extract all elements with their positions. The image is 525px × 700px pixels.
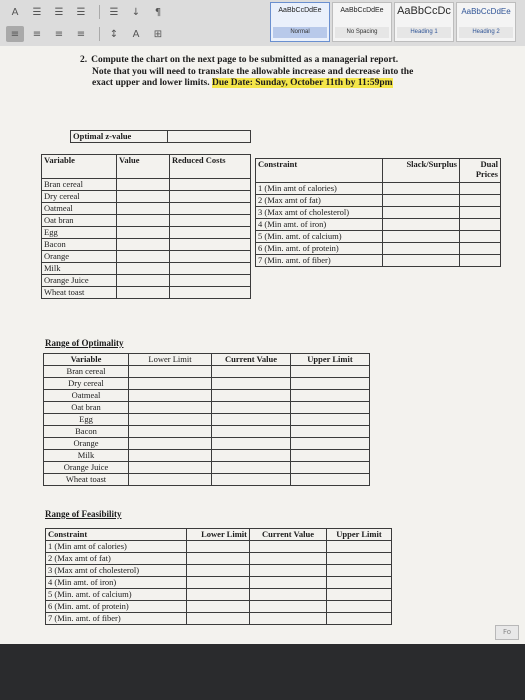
table-row	[256, 219, 501, 231]
value-cell[interactable]	[117, 227, 170, 239]
slack-cell[interactable]	[383, 207, 460, 219]
current-value-cell[interactable]	[212, 450, 291, 462]
table-row	[46, 577, 392, 589]
style-heading-1[interactable]	[394, 2, 454, 42]
align-center-icon[interactable]: ≡	[32, 28, 42, 40]
col-header-value: Value	[117, 155, 170, 179]
dual-price-cell[interactable]	[460, 231, 501, 243]
current-value-cell[interactable]	[212, 426, 291, 438]
table-row	[256, 243, 501, 255]
style-name: No Spacing	[335, 27, 389, 38]
dual-price-cell[interactable]	[460, 195, 501, 207]
current-value-cell[interactable]	[212, 378, 291, 390]
variable-name: Bran cereal	[42, 179, 117, 191]
slack-cell[interactable]	[383, 231, 460, 243]
col-header-dual-prices: Dual Prices	[460, 159, 501, 183]
reduced-cost-cell[interactable]	[170, 179, 251, 191]
dual-price-cell[interactable]	[460, 243, 501, 255]
current-value-cell[interactable]	[250, 565, 327, 577]
lower-limit-cell[interactable]	[187, 613, 250, 625]
dual-price-cell[interactable]	[460, 219, 501, 231]
optimal-z-label: Optimal z-value	[71, 131, 168, 143]
variable-name: Milk	[42, 263, 117, 275]
reduced-cost-cell[interactable]	[170, 203, 251, 215]
upper-limit-cell[interactable]	[327, 565, 392, 577]
lower-limit-cell[interactable]	[129, 474, 212, 486]
col-header-current-value: Current Value	[212, 354, 291, 366]
lower-limit-cell[interactable]	[187, 589, 250, 601]
upper-limit-cell[interactable]	[327, 613, 392, 625]
col-header-variable: Variable	[42, 155, 117, 179]
variable-name: Egg	[42, 227, 117, 239]
instructions-paragraph	[80, 55, 472, 90]
range-optimality-title: Range of Optimality	[45, 338, 124, 348]
constraint-name: 2 (Max amt of fat)	[46, 553, 187, 565]
constraint-name: 7 (Min. amt. of fiber)	[46, 613, 187, 625]
constraint-name: 6 (Min. amt. of protein)	[256, 243, 383, 255]
instructions-line-1	[80, 55, 472, 67]
item-number: 2.	[80, 55, 88, 65]
current-value-cell[interactable]	[212, 462, 291, 474]
lower-limit-cell[interactable]	[129, 366, 212, 378]
variable-name: Egg	[44, 414, 129, 426]
variable-name: Oatmeal	[42, 203, 117, 215]
constraint-name: 3 (Max amt of cholesterol)	[256, 207, 383, 219]
current-value-cell[interactable]	[250, 577, 327, 589]
upper-limit-cell[interactable]	[291, 390, 370, 402]
table-row	[256, 231, 501, 243]
style-sample: AaBbCcDc	[397, 5, 451, 17]
upper-limit-cell[interactable]	[327, 601, 392, 613]
table-row	[46, 601, 392, 613]
dual-price-cell[interactable]	[460, 183, 501, 195]
style-normal[interactable]	[270, 2, 330, 42]
current-value-cell[interactable]	[212, 402, 291, 414]
variable-name: Orange	[42, 251, 117, 263]
table-row	[46, 613, 392, 625]
upper-limit-cell[interactable]	[291, 474, 370, 486]
col-header-upper-limit: Upper Limit	[327, 529, 392, 541]
reduced-cost-cell[interactable]	[170, 239, 251, 251]
variable-name: Orange	[44, 438, 129, 450]
constraint-name: 4 (Min amt. of iron)	[46, 577, 187, 589]
justify-icon[interactable]: ≡	[76, 28, 86, 40]
table-row	[256, 195, 501, 207]
reduced-cost-cell[interactable]	[170, 191, 251, 203]
table-row	[46, 589, 392, 601]
variable-name: Orange Juice	[44, 462, 129, 474]
col-header-reduced-costs: Reduced Costs	[170, 155, 251, 179]
current-value-cell[interactable]	[250, 589, 327, 601]
col-header-lower-limit: Lower Limit	[129, 354, 212, 366]
upper-limit-cell[interactable]	[291, 462, 370, 474]
variable-name: Oat bran	[42, 215, 117, 227]
table-row	[44, 462, 370, 474]
slack-cell[interactable]	[383, 183, 460, 195]
variable-name: Oat bran	[44, 402, 129, 414]
ribbon-row-top	[6, 4, 171, 20]
table-row	[44, 390, 370, 402]
value-cell[interactable]	[117, 251, 170, 263]
col-header-upper-limit: Upper Limit	[291, 354, 370, 366]
reduced-cost-cell[interactable]	[170, 263, 251, 275]
upper-limit-cell[interactable]	[291, 402, 370, 414]
align-left-icon[interactable]: ≡	[6, 26, 24, 42]
col-header-slack-surplus: Slack/Surplus	[383, 159, 460, 183]
lower-limit-cell[interactable]	[129, 426, 212, 438]
bullets-icon[interactable]: ☰	[32, 6, 42, 18]
lower-limit-cell[interactable]	[129, 378, 212, 390]
instructions-line-2: Note that you will need to translate the allowable increase and decrease into the	[92, 66, 414, 77]
instruction-text: exact upper and lower limits.	[92, 78, 210, 88]
borders-icon[interactable]: ⊞	[153, 28, 163, 40]
font-color-icon[interactable]: A	[11, 6, 19, 18]
constraint-name: 5 (Min. amt. of calcium)	[46, 589, 187, 601]
table-row	[256, 207, 501, 219]
table-row	[42, 191, 251, 203]
variable-name: Dry cereal	[42, 191, 117, 203]
range-feasibility-title: Range of Feasibility	[45, 509, 122, 519]
current-value-cell[interactable]	[212, 438, 291, 450]
variable-name: Milk	[44, 450, 129, 462]
table-row	[42, 215, 251, 227]
current-value-cell[interactable]	[250, 613, 327, 625]
table-row	[42, 227, 251, 239]
style-sample: AaBbCcDdEe	[278, 7, 322, 14]
constraint-name: 1 (Min amt of calories)	[256, 183, 383, 195]
value-cell[interactable]	[117, 215, 170, 227]
upper-limit-cell[interactable]	[291, 450, 370, 462]
table-row	[44, 378, 370, 390]
table-row	[46, 553, 392, 565]
ribbon-row-bottom	[6, 26, 171, 42]
optimal-z-table	[70, 130, 251, 143]
upper-limit-cell[interactable]	[291, 414, 370, 426]
constraints-table	[255, 158, 501, 267]
value-cell[interactable]	[117, 203, 170, 215]
upper-limit-cell[interactable]	[291, 378, 370, 390]
style-name: Normal	[273, 27, 327, 38]
upper-limit-cell[interactable]	[291, 366, 370, 378]
upper-limit-cell[interactable]	[327, 553, 392, 565]
value-cell[interactable]	[117, 179, 170, 191]
optimal-z-value-cell[interactable]	[168, 131, 251, 143]
table-row	[42, 287, 251, 299]
value-cell[interactable]	[117, 275, 170, 287]
constraint-name: 4 (Min amt. of iron)	[256, 219, 383, 231]
upper-limit-cell[interactable]	[327, 541, 392, 553]
lower-limit-cell[interactable]	[187, 565, 250, 577]
lower-limit-cell[interactable]	[187, 541, 250, 553]
show-formatting-icon[interactable]: ¶	[154, 6, 162, 18]
variable-name: Bacon	[42, 239, 117, 251]
variable-name: Orange Juice	[42, 275, 117, 287]
styles-gallery	[270, 2, 516, 42]
lower-limit-cell[interactable]	[129, 402, 212, 414]
style-sample: AaBbCcDdEe	[461, 7, 511, 16]
constraint-name: 6 (Min. amt. of protein)	[46, 601, 187, 613]
col-header-constraint: Constraint	[46, 529, 187, 541]
style-heading-2[interactable]	[456, 2, 516, 42]
table-row	[46, 541, 392, 553]
table-row	[44, 402, 370, 414]
variable-name: Bacon	[44, 426, 129, 438]
shading-icon[interactable]: A	[132, 28, 140, 40]
due-date-highlight: Due Date: Sunday, October 11th by 11:59pm	[211, 78, 393, 88]
table-row	[44, 414, 370, 426]
instructions-line-3	[92, 78, 472, 90]
upper-limit-cell[interactable]	[291, 426, 370, 438]
table-row	[42, 179, 251, 191]
upper-limit-cell[interactable]	[327, 577, 392, 589]
table-row	[42, 239, 251, 251]
current-value-cell[interactable]	[212, 390, 291, 402]
style-sample: AaBbCcDdEe	[340, 7, 384, 14]
reduced-cost-cell[interactable]	[170, 251, 251, 263]
slack-cell[interactable]	[383, 243, 460, 255]
value-cell[interactable]	[117, 191, 170, 203]
style-name: Heading 2	[459, 27, 513, 38]
variables-table	[41, 154, 251, 299]
reduced-cost-cell[interactable]	[170, 287, 251, 299]
lower-limit-cell[interactable]	[187, 553, 250, 565]
current-value-cell[interactable]	[212, 414, 291, 426]
ribbon-divider	[99, 5, 100, 19]
current-value-cell[interactable]	[212, 474, 291, 486]
current-value-cell[interactable]	[212, 366, 291, 378]
constraint-name: 7 (Min. amt. of fiber)	[256, 255, 383, 267]
table-row	[44, 474, 370, 486]
lower-limit-cell[interactable]	[129, 438, 212, 450]
reduced-cost-cell[interactable]	[170, 275, 251, 287]
current-value-cell[interactable]	[250, 541, 327, 553]
constraint-name: 5 (Min. amt. of calcium)	[256, 231, 383, 243]
range-feasibility-table	[45, 528, 392, 625]
constraint-name: 1 (Min amt of calories)	[46, 541, 187, 553]
reduced-cost-cell[interactable]	[170, 215, 251, 227]
style-no-spacing[interactable]	[332, 2, 392, 42]
lower-limit-cell[interactable]	[129, 390, 212, 402]
dual-price-cell[interactable]	[460, 255, 501, 267]
value-cell[interactable]	[117, 239, 170, 251]
table-row	[44, 366, 370, 378]
variable-name: Wheat toast	[44, 474, 129, 486]
ribbon-divider	[99, 27, 100, 41]
document-page[interactable]	[0, 46, 525, 644]
table-row	[44, 426, 370, 438]
table-row	[42, 251, 251, 263]
constraint-name: 2 (Max amt of fat)	[256, 195, 383, 207]
sort-icon[interactable]: ↓	[131, 6, 141, 18]
upper-limit-cell[interactable]	[291, 438, 370, 450]
table-row	[46, 565, 392, 577]
current-value-cell[interactable]	[250, 601, 327, 613]
ribbon-toolbar	[0, 0, 525, 47]
screen-bezel	[0, 644, 525, 700]
slack-cell[interactable]	[383, 255, 460, 267]
variable-name: Oatmeal	[44, 390, 129, 402]
lower-limit-cell[interactable]	[129, 414, 212, 426]
multilevel-list-icon[interactable]: ☰	[76, 6, 86, 18]
indent-icon[interactable]: ☰	[109, 6, 119, 18]
align-right-icon[interactable]: ≡	[54, 28, 64, 40]
lower-limit-cell[interactable]	[187, 601, 250, 613]
style-name: Heading 1	[397, 27, 451, 38]
table-row	[256, 255, 501, 267]
variable-name: Dry cereal	[44, 378, 129, 390]
col-header-lower-limit: Lower Limit	[187, 529, 250, 541]
line-spacing-icon[interactable]: ↕	[109, 28, 119, 40]
dual-price-cell[interactable]	[460, 207, 501, 219]
table-row	[44, 438, 370, 450]
slack-cell[interactable]	[383, 195, 460, 207]
current-value-cell[interactable]	[250, 553, 327, 565]
value-cell[interactable]	[117, 287, 170, 299]
constraint-name: 3 (Max amt of cholesterol)	[46, 565, 187, 577]
slack-cell[interactable]	[383, 219, 460, 231]
table-row	[44, 450, 370, 462]
upper-limit-cell[interactable]	[327, 589, 392, 601]
paste-options-button[interactable]: Fo	[495, 625, 519, 640]
range-optimality-table	[43, 353, 370, 486]
value-cell[interactable]	[117, 263, 170, 275]
variable-name: Wheat toast	[42, 287, 117, 299]
col-header-variable: Variable	[44, 354, 129, 366]
instruction-text: Compute the chart on the next page to be submitted as a managerial report.	[91, 55, 399, 65]
table-row	[256, 183, 501, 195]
lower-limit-cell[interactable]	[129, 450, 212, 462]
numbering-icon[interactable]: ☰	[54, 6, 64, 18]
lower-limit-cell[interactable]	[187, 577, 250, 589]
table-row	[42, 275, 251, 287]
col-header-current-value: Current Value	[250, 529, 327, 541]
table-row	[42, 203, 251, 215]
reduced-cost-cell[interactable]	[170, 227, 251, 239]
lower-limit-cell[interactable]	[129, 462, 212, 474]
col-header-constraint: Constraint	[256, 159, 383, 183]
table-row	[42, 263, 251, 275]
variable-name: Bran cereal	[44, 366, 129, 378]
